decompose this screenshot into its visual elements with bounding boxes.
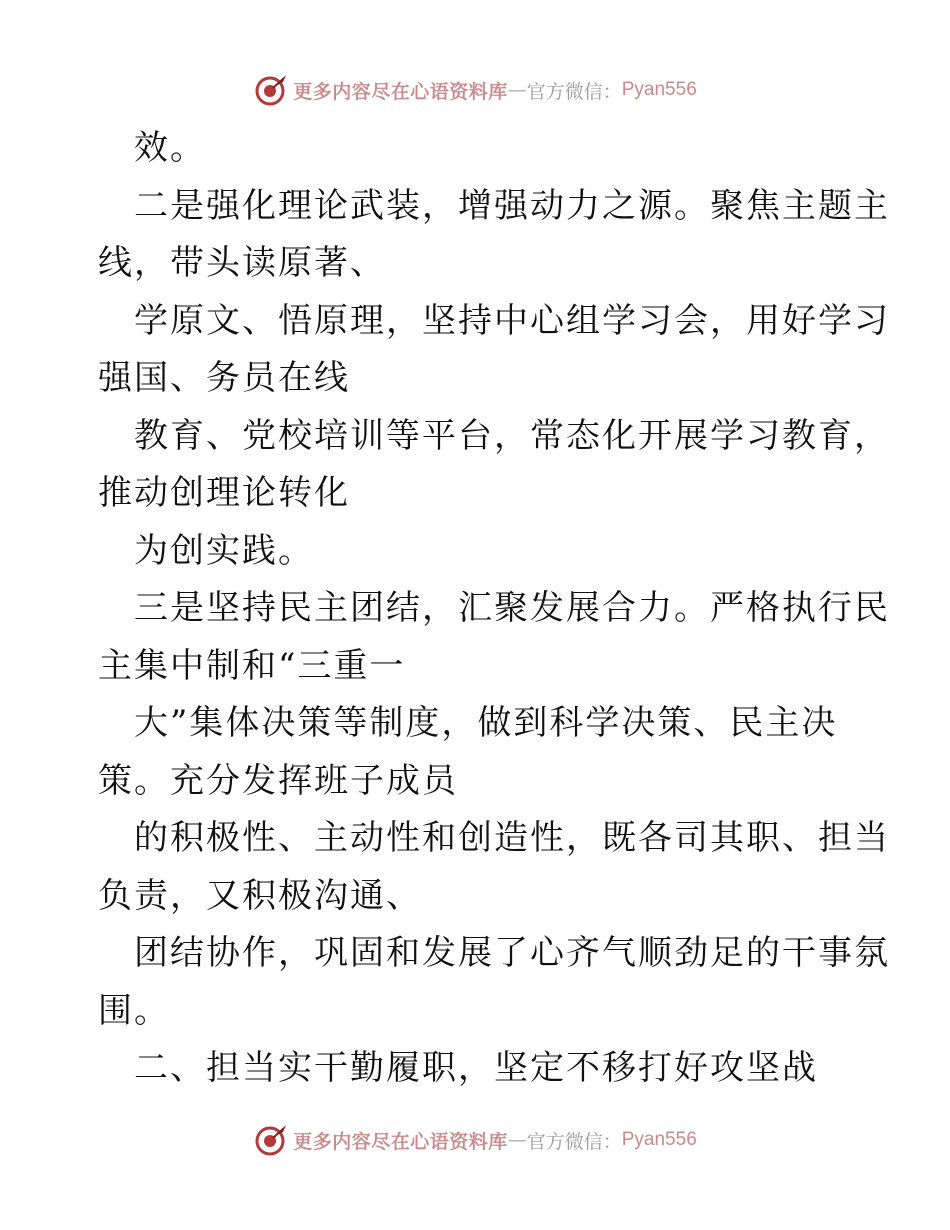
footer-banner (0, 1120, 950, 1160)
document-body (98, 120, 890, 1098)
footer-brand-text: 更多内容尽在心语资料库 (293, 1130, 508, 1153)
header-brand-text: 更多内容尽在心语资料库 (293, 80, 508, 103)
body-line: 教育、党校培训等平台，常态化开展学习教育， (134, 415, 890, 456)
body-line: 团结协作，巩固和发展了心齐气顺劲足的干事氛 (134, 933, 890, 973)
body-line: 为创实践。 (134, 530, 314, 571)
header-wechat-label: 官方微信： (526, 80, 622, 103)
quill-seal-icon (253, 72, 289, 108)
body-line: 策。充分发挥班子成员 (98, 760, 458, 801)
body-line: 大”集体决策等制度，做到科学决策、民主决 (134, 703, 838, 743)
footer-wechat-id: Pyan556 (621, 1129, 697, 1150)
body-line: 三是坚持民主团结，汇聚发展合力。严格执行民 (134, 588, 890, 628)
header-separator: — (507, 79, 527, 101)
body-line: 主集中制和“三重一 (98, 645, 406, 686)
body-line: 围。 (98, 990, 170, 1031)
body-line: 二是强化理论武装，增强动力之源。聚焦主题主 (134, 185, 890, 226)
body-line: 学原文、悟原理，坚持中心组学习会，用好学习 (134, 300, 890, 341)
header-wechat-id: Pyan556 (621, 79, 697, 100)
quill-seal-icon (253, 1122, 289, 1158)
body-line: 效。 (134, 128, 206, 168)
body-line: 强国、务员在线 (98, 358, 350, 398)
body-line: 推动创理论转化 (98, 473, 350, 513)
section-heading: 二、担当实干勤履职，坚定不移打好攻坚战 (134, 1048, 818, 1088)
footer-separator: — (507, 1129, 527, 1151)
body-line: 负责，又积极沟通、 (98, 875, 422, 916)
body-line: 的积极性、主动性和创造性，既各司其职、担当 (134, 818, 890, 858)
body-line: 线，带头读原著、 (98, 243, 386, 283)
footer-wechat-label: 官方微信： (526, 1130, 622, 1153)
header-banner (0, 70, 950, 110)
